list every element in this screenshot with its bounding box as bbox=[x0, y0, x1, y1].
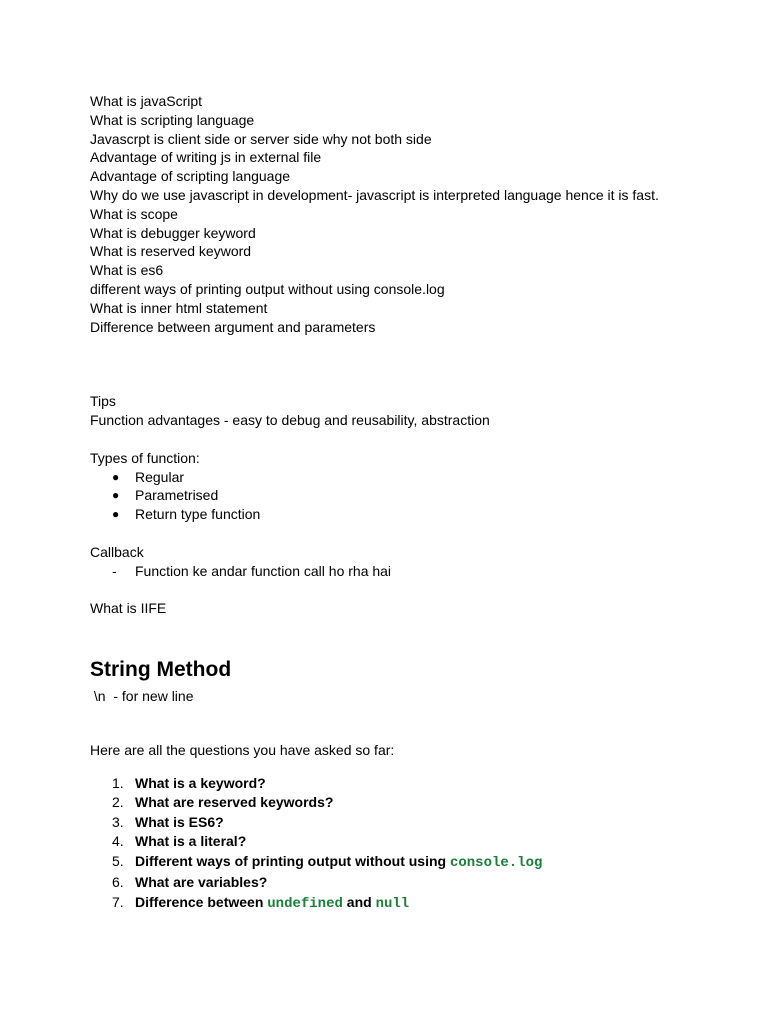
item-text: Difference between bbox=[135, 894, 268, 911]
list-item-label: Return type function bbox=[135, 506, 261, 523]
question-line: What is reserved keyword bbox=[90, 243, 252, 260]
bullet-icon: ● bbox=[112, 507, 120, 522]
question-line: What is scope bbox=[90, 205, 178, 222]
bullet-icon: ● bbox=[112, 488, 120, 503]
list-item bbox=[90, 468, 710, 487]
asked-questions-list bbox=[90, 774, 710, 915]
spacer bbox=[90, 580, 710, 599]
list-item bbox=[90, 562, 710, 581]
question-line: Why do we use javascript in development- javascript is interpreted language hence it is fast. bbox=[90, 186, 659, 203]
question-line: Difference between argument and parameters bbox=[90, 318, 376, 335]
iife-question: What is IIFE bbox=[90, 600, 167, 617]
item-number: 7. bbox=[112, 894, 124, 911]
item-number: 2. bbox=[112, 794, 124, 811]
spacer bbox=[90, 524, 710, 543]
numbered-item bbox=[90, 793, 710, 813]
document-page bbox=[90, 92, 710, 915]
question-line: What is es6 bbox=[90, 262, 164, 279]
list-item-label: Parametrised bbox=[135, 487, 219, 504]
item-number: 5. bbox=[112, 852, 124, 869]
tips-heading: Tips bbox=[90, 393, 116, 410]
spacer bbox=[90, 336, 710, 392]
item-text-mid: and bbox=[342, 894, 376, 911]
item-number: 1. bbox=[112, 774, 124, 791]
item-text: What is ES6? bbox=[135, 813, 224, 830]
callback-heading: Callback bbox=[90, 543, 144, 560]
numbered-item bbox=[90, 813, 710, 833]
spacer bbox=[90, 706, 710, 741]
question-line: What is scripting language bbox=[90, 111, 255, 128]
numbered-item bbox=[90, 893, 710, 915]
item-number: 4. bbox=[112, 833, 124, 850]
new-line-note: \n - for new line bbox=[90, 687, 194, 704]
question-line: Advantage of writing js in external file bbox=[90, 149, 322, 166]
item-text: What is a literal? bbox=[135, 833, 247, 850]
inline-code: null bbox=[375, 896, 410, 913]
question-line: Javascrpt is client side or server side why not both side bbox=[90, 130, 432, 147]
numbered-item bbox=[90, 873, 710, 893]
spacer bbox=[90, 430, 710, 449]
question-line: different ways of printing output without using console.log bbox=[90, 280, 445, 297]
questions-top-list bbox=[90, 92, 710, 336]
item-text: What are reserved keywords? bbox=[135, 794, 334, 811]
item-text: Different ways of printing output without using bbox=[135, 852, 450, 869]
question-line: What is inner html statement bbox=[90, 299, 268, 316]
section-heading: String Method bbox=[90, 657, 232, 681]
list-item-label: Regular bbox=[135, 468, 185, 485]
item-number: 3. bbox=[112, 813, 124, 830]
list-item bbox=[90, 486, 710, 505]
item-text: What is a keyword? bbox=[135, 774, 266, 791]
list-item bbox=[90, 505, 710, 524]
question-line: Advantage of scripting language bbox=[90, 168, 291, 185]
types-of-function-list bbox=[90, 468, 710, 524]
questions-intro: Here are all the questions you have asked so far: bbox=[90, 741, 395, 758]
question-line: What is debugger keyword bbox=[90, 224, 256, 241]
inline-code: undefined bbox=[267, 896, 343, 913]
numbered-item bbox=[90, 832, 710, 852]
numbered-item bbox=[90, 852, 710, 874]
question-line: What is javaScript bbox=[90, 93, 203, 109]
numbered-item bbox=[90, 774, 710, 794]
types-of-function-heading: Types of function: bbox=[90, 449, 200, 466]
dash-icon: - bbox=[112, 562, 117, 579]
function-advantages: Function advantages - easy to debug and reusability, abstraction bbox=[90, 412, 490, 429]
spacer bbox=[90, 760, 710, 774]
list-item-label: Function ke andar function call ho rha hai bbox=[135, 562, 392, 579]
callback-list bbox=[90, 562, 710, 581]
spacer bbox=[90, 618, 710, 656]
item-text: What are variables? bbox=[135, 874, 268, 891]
item-number: 6. bbox=[112, 874, 124, 891]
inline-code: console.log bbox=[449, 854, 543, 871]
bullet-icon: ● bbox=[112, 469, 120, 484]
